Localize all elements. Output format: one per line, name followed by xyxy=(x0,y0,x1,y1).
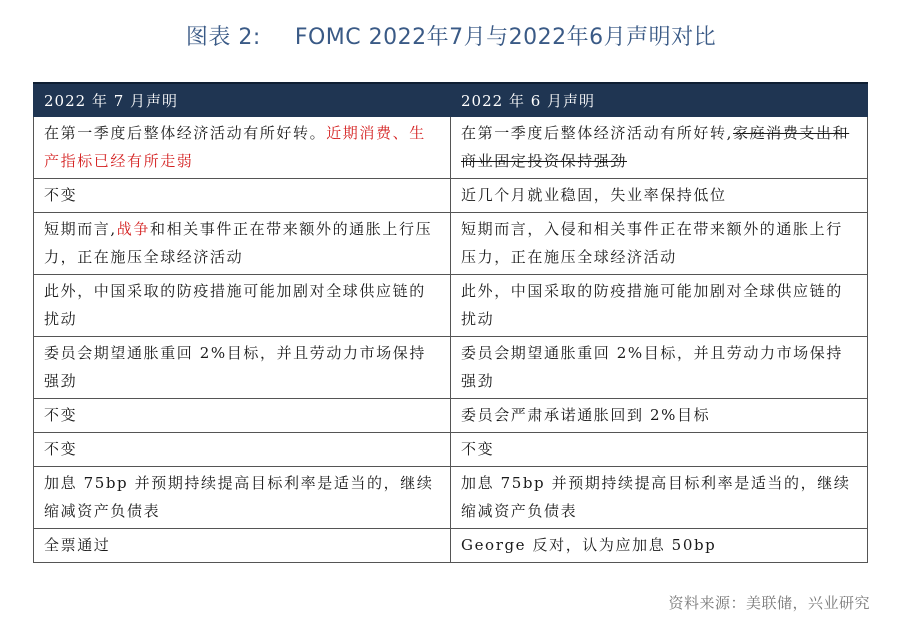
statement-text: 和相关事件正在带来额外的通胀上行压力，正在施压全球经济活动 xyxy=(44,220,433,266)
source-note: 资料来源：美联储，兴业研究 xyxy=(668,594,870,612)
june-statement-cell xyxy=(451,117,868,179)
statement-text: 不变 xyxy=(44,406,78,424)
figure-title xyxy=(0,20,902,51)
statement-text: 加息 75bp 并预期持续提高目标利率是适当的，继续缩减资产负债表 xyxy=(461,474,851,520)
table-row xyxy=(34,529,868,563)
header-june: 2022 年 6 月声明 xyxy=(451,83,868,117)
july-statement-cell xyxy=(34,399,451,433)
table-body xyxy=(34,117,868,563)
table-row xyxy=(34,399,868,433)
june-statement-cell xyxy=(451,213,868,275)
header-july: 2022 年 7 月声明 xyxy=(34,83,451,117)
figure-label: 图表 2: xyxy=(185,25,261,50)
removed-text: 家庭消费支出和商业固定投资保持强劲 xyxy=(461,124,850,170)
table-row xyxy=(34,433,868,467)
statement-text: 短期而言, xyxy=(44,220,117,238)
statement-text: 全票通过 xyxy=(44,536,111,554)
statement-text: 在第一季度后整体经济活动有所好转。 xyxy=(44,124,327,142)
table-row xyxy=(34,275,868,337)
statement-text: George 反对，认为应加息 50bp xyxy=(461,536,717,554)
statement-text: 不变 xyxy=(44,186,78,204)
june-statement-cell xyxy=(451,337,868,399)
statement-text: 在第一季度后整体经济活动有所好转, xyxy=(461,124,733,142)
july-statement-cell xyxy=(34,467,451,529)
table-row xyxy=(34,213,868,275)
june-statement-cell xyxy=(451,179,868,213)
july-statement-cell xyxy=(34,529,451,563)
june-statement-cell xyxy=(451,467,868,529)
changed-text: 战争 xyxy=(116,220,150,238)
july-statement-cell xyxy=(34,117,451,179)
statement-text: 委员会期望通胀重回 2%目标，并且劳动力市场保持强劲 xyxy=(461,344,843,390)
july-statement-cell xyxy=(34,179,451,213)
statement-text: 近几个月就业稳固，失业率保持低位 xyxy=(461,186,727,204)
statement-text: 不变 xyxy=(461,440,495,458)
june-statement-cell xyxy=(451,529,868,563)
comparison-table xyxy=(33,82,868,563)
statement-text: 加息 75bp 并预期持续提高目标利率是适当的，继续缩减资产负债表 xyxy=(44,474,434,520)
table-row xyxy=(34,467,868,529)
june-statement-cell xyxy=(451,399,868,433)
july-statement-cell xyxy=(34,433,451,467)
july-statement-cell xyxy=(34,337,451,399)
figure-title-text: FOMC 2022年7月与2022年6月声明对比 xyxy=(294,25,717,50)
statement-text: 短期而言，入侵和相关事件正在带来额外的通胀上行压力，正在施压全球经济活动 xyxy=(461,220,843,266)
table-row xyxy=(34,117,868,179)
table-row xyxy=(34,179,868,213)
statement-text: 此外，中国采取的防疫措施可能加剧对全球供应链的扰动 xyxy=(44,282,426,328)
table-header-row xyxy=(34,83,868,117)
statement-text: 委员会期望通胀重回 2%目标，并且劳动力市场保持强劲 xyxy=(44,344,426,390)
statement-text: 委员会严肃承诺通胀回到 2%目标 xyxy=(461,406,711,424)
statement-text: 不变 xyxy=(44,440,78,458)
june-statement-cell xyxy=(451,433,868,467)
table-row xyxy=(34,337,868,399)
july-statement-cell xyxy=(34,213,451,275)
changed-text: 近期消费、生产指标已经有所走弱 xyxy=(44,124,426,170)
statement-text: 此外，中国采取的防疫措施可能加剧对全球供应链的扰动 xyxy=(461,282,843,328)
july-statement-cell xyxy=(34,275,451,337)
june-statement-cell xyxy=(451,275,868,337)
